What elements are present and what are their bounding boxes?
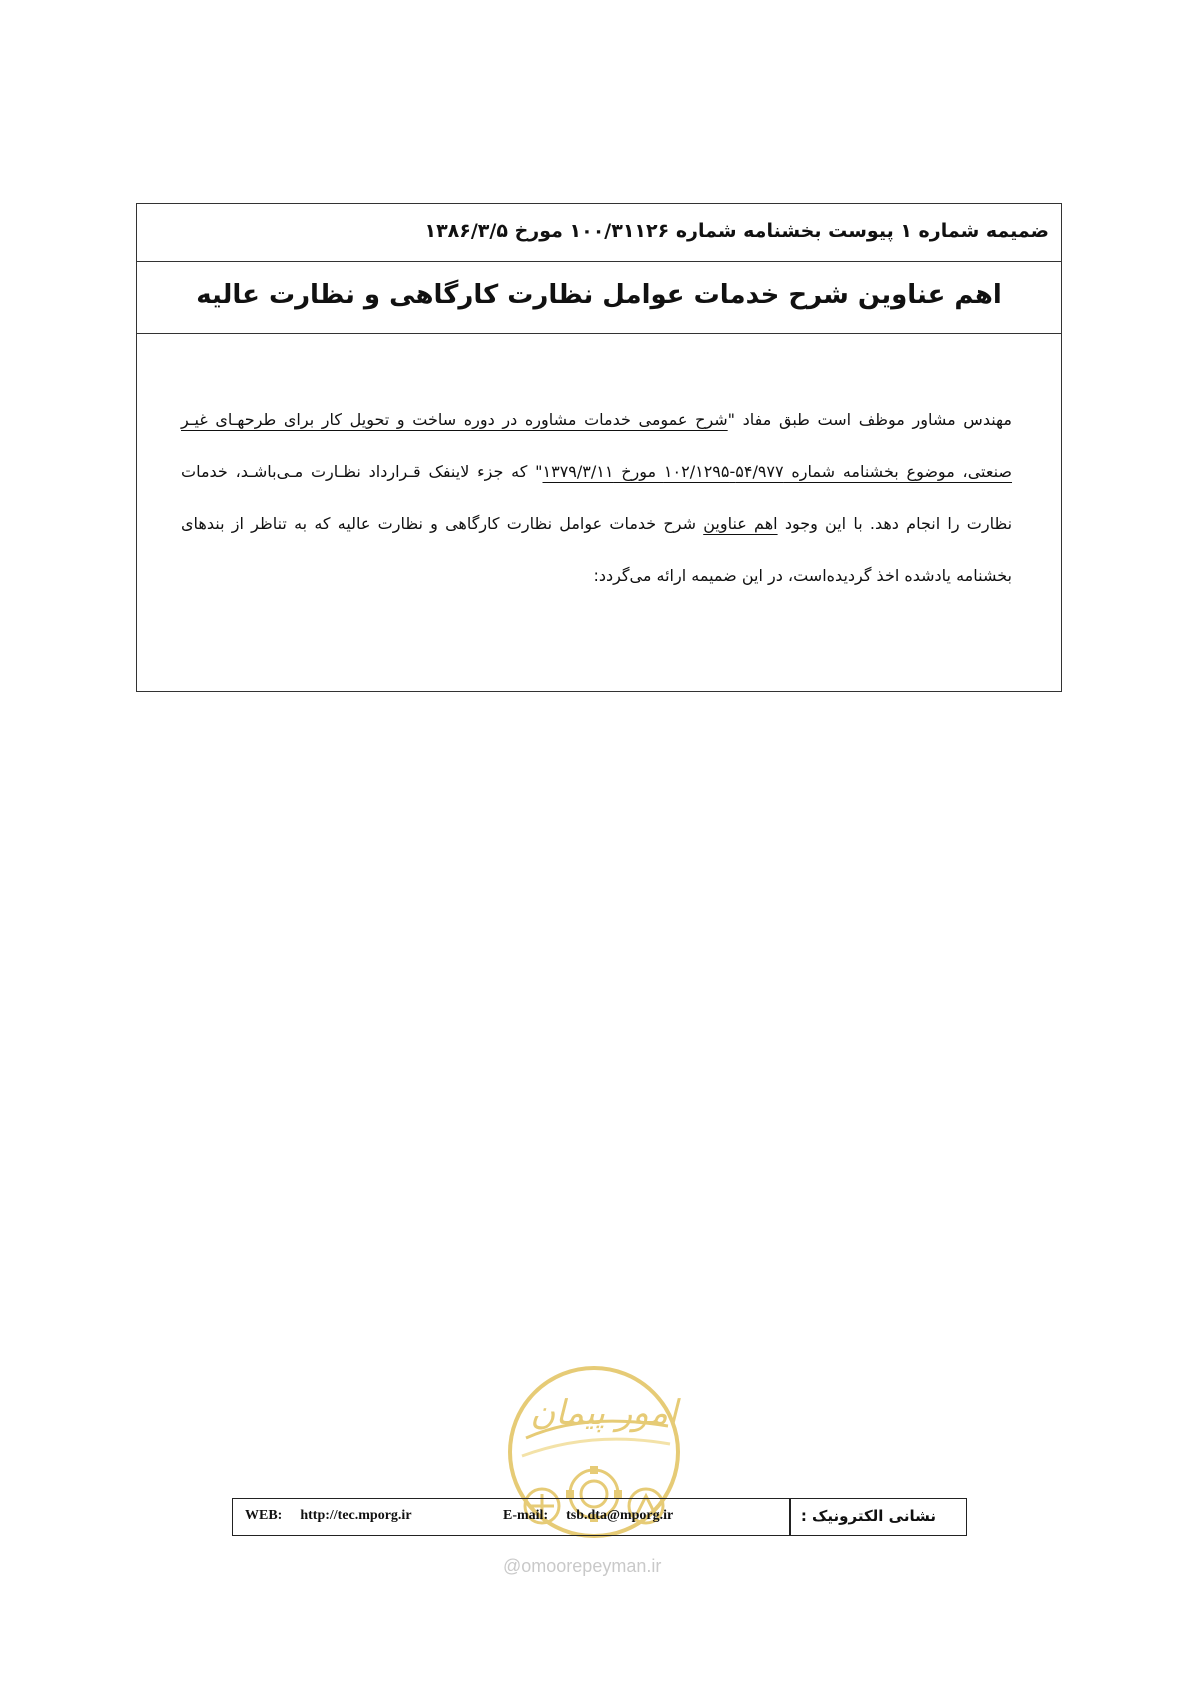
web-link[interactable]: http://tec.mporg.ir <box>300 1508 412 1523</box>
watermark-text: @omoorepeyman.ir <box>503 1556 662 1576</box>
body-text-part-3: شرح خدمات عوامل نظارت کارگاهی و نظارت عالیه که به تناظر از بندهای بخشنامه یادشده اخذ گردیده‌است، در این ضمیمه ارائه می‌گردد: <box>181 514 1012 585</box>
footer-web <box>245 1508 412 1524</box>
circular-header-row <box>137 204 1061 262</box>
document-title: اهم عناوین شرح خدمات عوامل نظارت کارگاهی و نظارت عالیه <box>196 280 1002 310</box>
email-link[interactable]: tsb.dta@mporg.ir <box>566 1508 674 1523</box>
electronic-address-label: نشانی الکترونیک : <box>800 1507 936 1525</box>
body-text-part-2: " که جزء لاینفک قـرارداد نظـارت مـی‌باشـد، خدمات نظارت را انجام دهد. با این وجود <box>181 462 1013 533</box>
footer-email <box>503 1508 673 1524</box>
body-underlined-phrase: اهم عناوین <box>703 514 778 533</box>
email-label: E-mail: <box>503 1508 549 1523</box>
body-paragraph <box>181 394 1012 602</box>
footer-divider <box>789 1499 791 1535</box>
title-row <box>137 262 1061 334</box>
footer-contact-box <box>232 1498 967 1536</box>
body-text-part-1: مهندس مشاور موظف است طبق مفاد " <box>727 410 1012 429</box>
document-box <box>136 203 1062 692</box>
body-underlined-reference: شرح عمومی خدمات مشاوره در دوره ساخت و تحویل کار برای طرحهـای غیـر صنعتی، موضوع بخشنامه شماره ۵۴/۹۷۷-۱۰۲/۱۲۹۵ مورخ ۱۳۷۹/۳/۱۱ <box>181 410 1013 481</box>
circular-reference: ضمیمه شماره ۱ پیوست بخشنامه شماره ۱۰۰/۳۱۱۲۶ مورخ ۱۳۸۶/۳/۵ <box>424 220 1049 242</box>
seal-lettering: امور پیمان <box>530 1393 678 1433</box>
web-label: WEB: <box>245 1508 283 1523</box>
